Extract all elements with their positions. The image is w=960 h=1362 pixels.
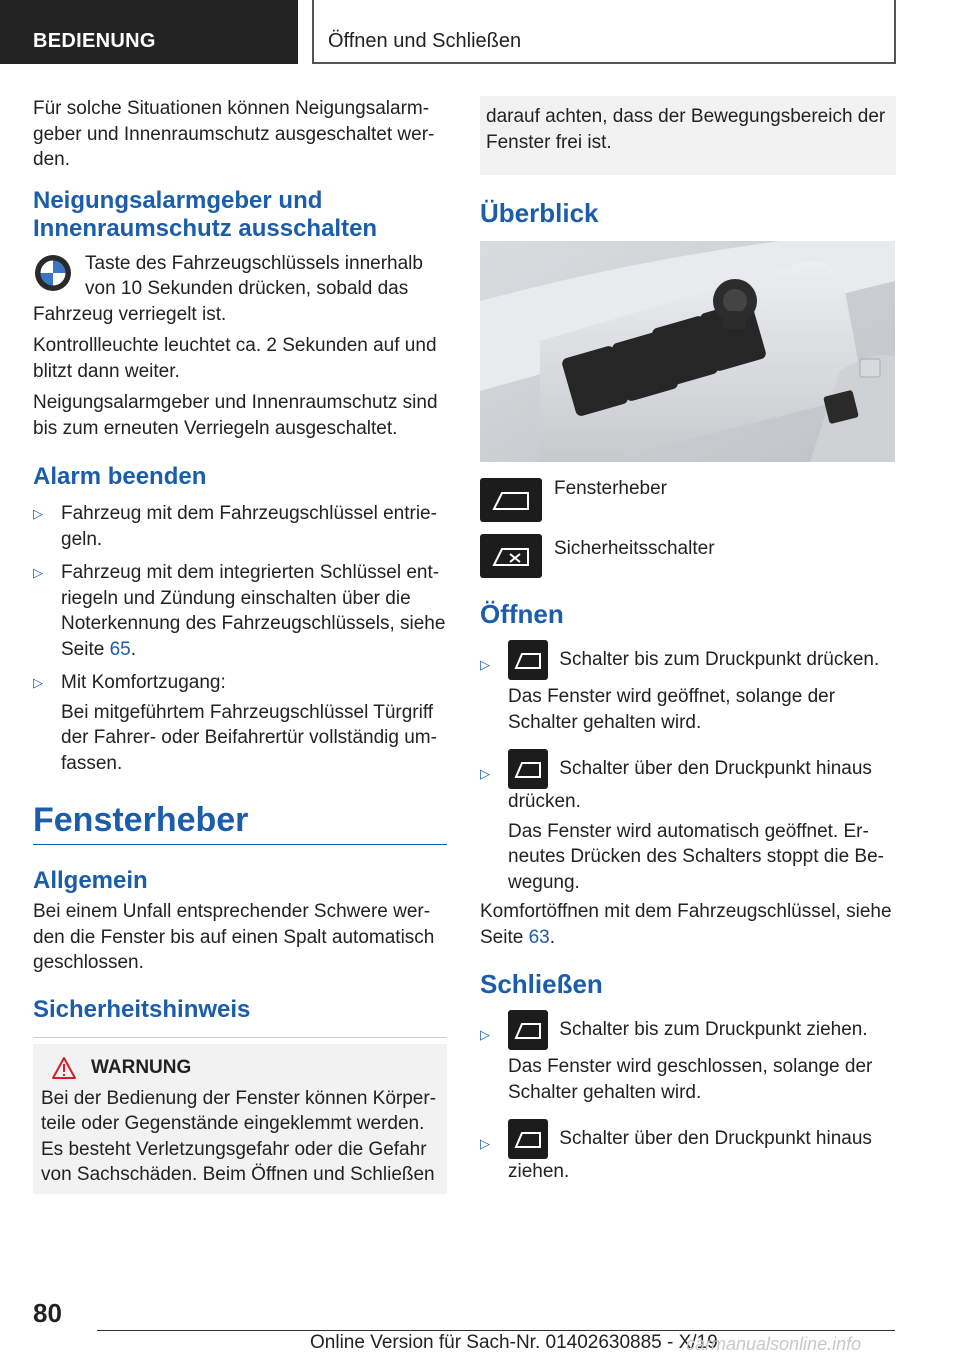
open-bullet-1-detail: Das Fenster wird geöffnet, solange der Schalter gehalten wird. [508,686,836,733]
heading-fensterheber: Fensterheber [33,800,447,845]
bullet-triangle-icon: ▷ [480,657,490,672]
chapter-header [312,0,896,64]
footer-divider [97,1330,895,1331]
bullet-triangle-icon: ▷ [33,565,43,580]
legend-row-sicherheitsschalter: Sicherheitsschalter [480,534,896,578]
close-bullet-1-detail: Das Fenster wird geschlossen, solange der Schalter gehalten wird. [508,1056,873,1103]
bullet-triangle-icon: ▷ [33,506,43,521]
section-tab [0,0,298,64]
window-switch-icon [508,749,548,789]
heading-alarm-beenden: Alarm beenden [33,463,207,490]
safety-switch-icon [480,534,542,578]
window-switch-icon [508,640,548,680]
window-switch-icon [508,1119,548,1159]
alarm-bullet-3: ▷ Mit Komfortzugang: [33,670,447,696]
ausschalten-paragraph-1: Taste des Fahrzeugschlüssels innerhalb von 10 Sekunden drücken, sobald das Fahrzeug verriegelt ist. [33,252,423,325]
bullet-triangle-icon: ▷ [480,1027,490,1042]
alarm-bullet-1: ▷ Fahrzeug mit dem Fahrzeugschlüssel entrie-geln. [33,503,437,550]
watermark: carmanualsonline.info [686,1334,862,1354]
window-switch-icon [480,478,542,522]
intro-paragraph: Für solche Situationen können Neigungsalarm-geber und Innenraumschutz ausgeschaltet wer-den. [33,98,435,170]
warning-title: WARNUNG [41,1056,437,1080]
page-link-65[interactable]: 65 [109,638,131,660]
bmw-key-icon [33,253,73,293]
heading-allgemein: Allgemein [33,867,148,894]
ausschalten-paragraph-2: Kontrollleuchte leuchtet ca. 2 Sekunden auf und blitzt dann weiter. [33,335,437,382]
warning-box [33,1038,447,1194]
window-switch-photo [480,241,895,462]
close-bullet-2: ▷ Schalter über den Druckpunkt hinaus ziehen. [480,1119,896,1185]
alarm-bullet-2: ▷ Fahrzeug mit dem integrierten Schlüssel ent-riegeln und Zündung einschalten über die Noterkennung des Fahrzeugschlüssels, siehe Seite 65. [33,562,446,660]
page-number: 80 [33,1298,62,1328]
window-switch-icon [508,1010,548,1050]
alarm-bullet-3-detail: Bei mitgeführtem Fahrzeugschlüssel Türgriff der Fahrer- oder Beifahrertür vollständig um-fassen. [61,701,437,774]
warning-text: Bei der Bedienung der Fenster können Körper-teile oder Gegenstände eingeklemmt werden. Es besteht Verletzungsgefahr oder die Gefahr von Sachschäden. Beim Öffnen und Schließen [41,1087,437,1185]
heading-ausschalten: Neigungsalarmgeber und Innenraumschutz ausschalten [33,186,378,242]
heading-ueberblick: Überblick [480,198,599,228]
open-bullet-1: ▷ Schalter bis zum Druckpunkt drücken. [480,640,896,680]
heading-sicherheitshinweis: Sicherheitshinweis [33,995,251,1023]
warning-triangle-icon [51,1056,77,1080]
bullet-triangle-icon: ▷ [480,766,490,781]
heading-oeffnen: Öffnen [480,599,564,629]
open-bullet-2: ▷ Schalter über den Druckpunkt hinaus drücken. [480,749,896,815]
left-column [33,96,447,1194]
legend-row-fensterheber: Fensterheber [480,476,896,522]
section-label: BEDIENUNG [33,30,156,52]
komfort-paragraph: Komfortöffnen mit dem Fahrzeugschlüssel, siehe Seite 63. [480,901,892,948]
ausschalten-paragraph-3: Neigungsalarmgeber und Innenraumschutz sind bis zum erneuten Verriegeln ausgeschaltet. [33,392,438,439]
close-bullet-1: ▷ Schalter bis zum Druckpunkt ziehen. [480,1010,896,1050]
allgemein-paragraph: Bei einem Unfall entsprechender Schwere wer-den die Fenster bis auf einen Spalt automatisch geschlossen. [33,901,435,973]
heading-schliessen: Schließen [480,969,603,999]
bullet-triangle-icon: ▷ [33,675,43,690]
open-bullet-2-detail: Das Fenster wird automatisch geöffnet. Er-neutes Drücken des Schalters stoppt die Be-wegung. [508,820,884,893]
warning-box-continued: darauf achten, dass der Bewegungsbereich der Fenster frei ist. [480,96,896,175]
page-link-63[interactable]: 63 [528,926,550,948]
footer-version-text: Online Version für Sach-Nr. 01402630885 - X/19 [310,1332,718,1353]
bullet-triangle-icon: ▷ [480,1136,490,1151]
chapter-title: Öffnen und Schließen [328,30,522,52]
right-column [480,96,896,1193]
